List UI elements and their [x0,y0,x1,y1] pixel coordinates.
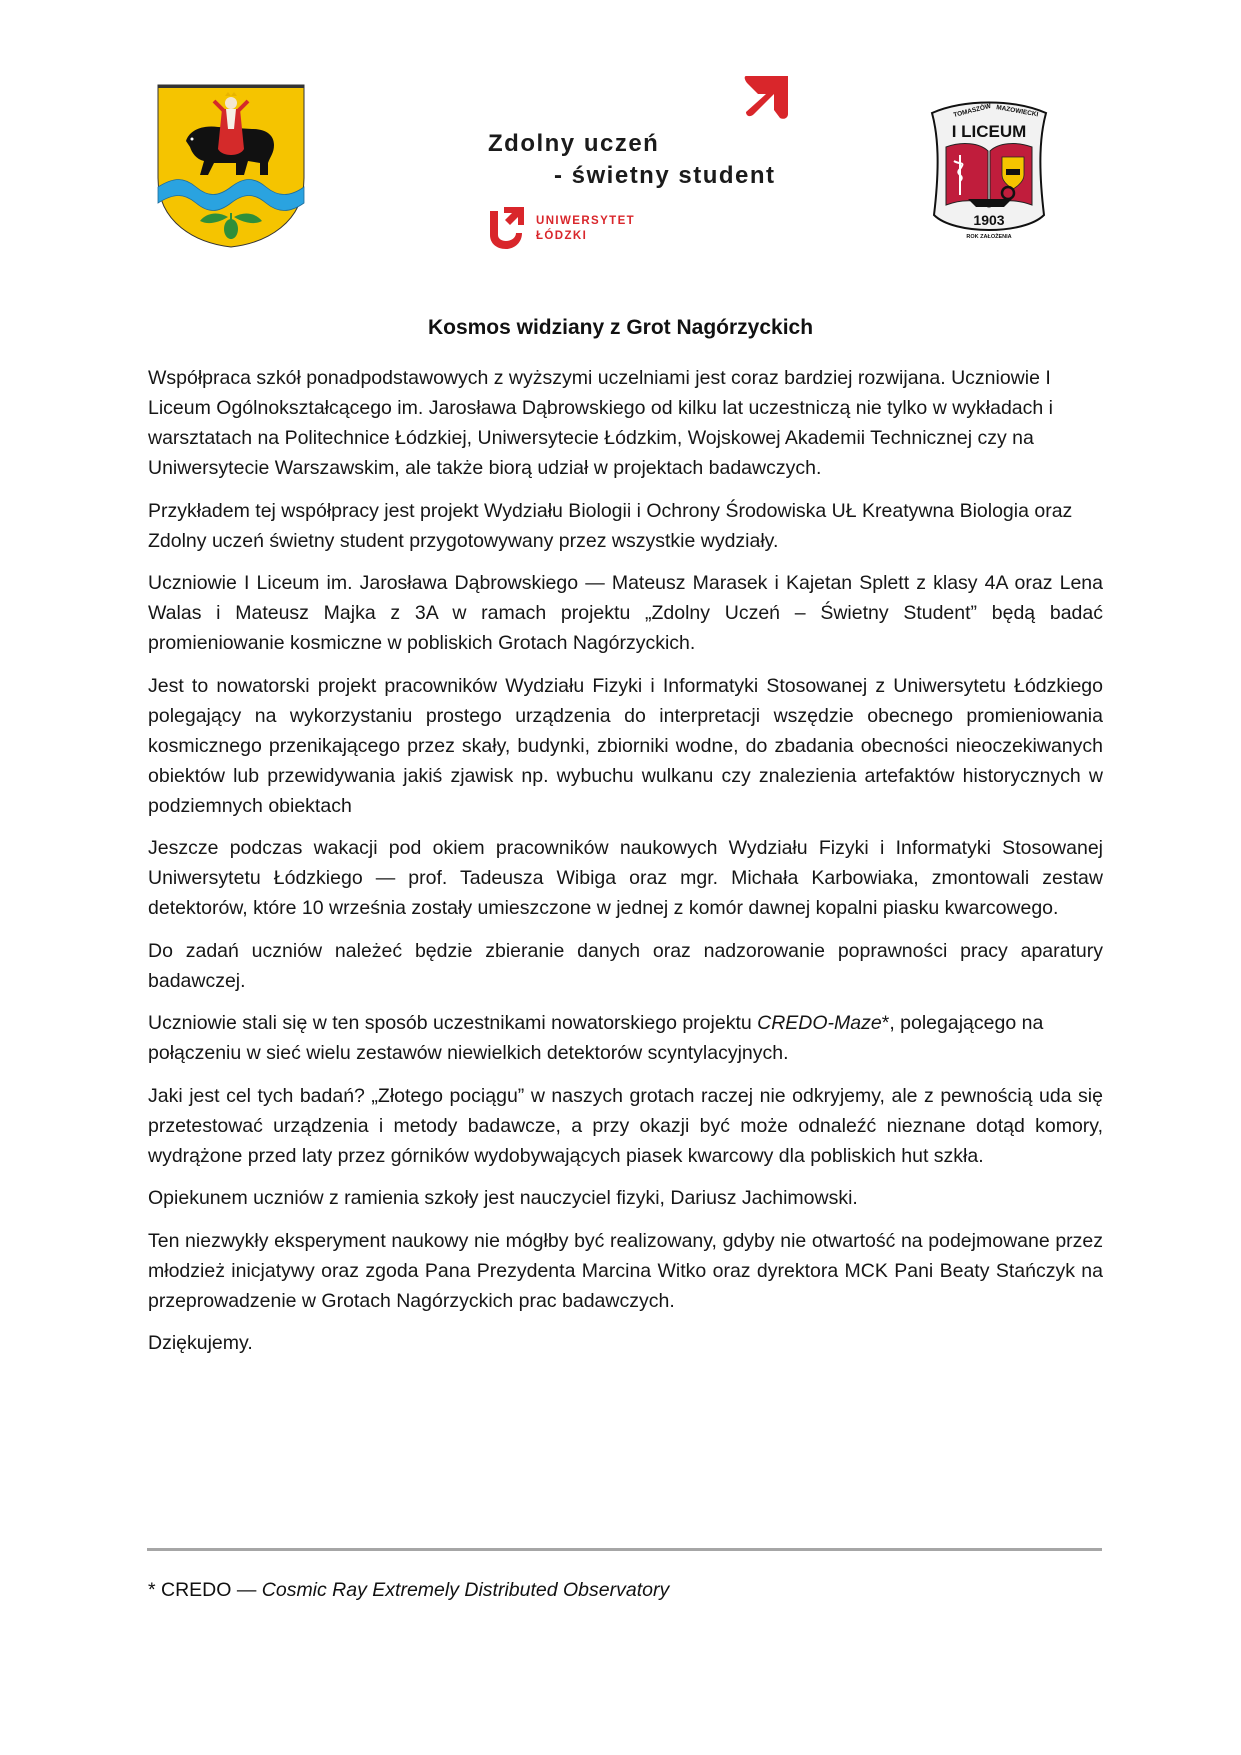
footnote-expansion: Cosmic Ray Extremely Distributed Observatory [261,1579,670,1601]
badge-year: 1903 [973,212,1005,228]
closing-thanks: Dziękujemy. [148,1332,253,1354]
footnote-prefix: * CREDO — [148,1579,262,1601]
badge-arc-left: TOMASZÓW [952,102,992,119]
university-name [536,214,635,244]
university-mark-icon [488,207,526,249]
arrow-icon [744,76,790,120]
badge-arc-right: MAZOWIECKI [995,104,1039,119]
credo-text-before: Uczniowie stali się w ten sposób uczestnikami nowatorskiego projektu [148,1012,758,1034]
program-logo [486,76,806,251]
paragraph-3: Uczniowie I Liceum im. Jarosława Dąbrowskiego — Mateusz Marasek i Kajetan Splett z klasy 4A oraz Lena Walas i Mateusz Majka z 3A w ramach projektu „Zdolny Uczeń – Świetny Student” będą badać promieniowanie kosmiczne w pobliskich Grotach Nagórzyckich. [148,572,1103,654]
paragraph-1: Współpraca szkół ponadpodstawowych z wyższymi uczelniami jest coraz bardziej rozwijana. Uczniowie I Liceum Ogólnokształcącego im. Jarosława Dąbrowskiego od kilku lat uczestniczą nie tylko w wykładach i warsztatach na Politechnice Łódzkiej, Uniwersytecie Łódzkim, Wojskowej Akademii Technicznej czy na Uniwersytecie Warszawskim, ale także biorą udział w projektach badawczych. [148,367,1053,479]
paragraph-9: Opiekunem uczniów z ramienia szkoły jest nauczyciel fizyki, Dariusz Jachimowski. [148,1187,858,1209]
footnote [148,1579,669,1602]
paragraph-8: Jaki jest cel tych badań? „Złotego pociągu” w naszych grotach raczej nie odkryjemy, ale z pewnością uda się przetestować urządzenia i metody badawcze, a przy okazji być może odnaleźć nieznane dotąd komory, wydrążone przed laty przez górników wydobywających piasek kwarcowy dla pobliskich hut szkła. [148,1084,1103,1167]
county-crest-logo [156,83,306,249]
footnote-divider [147,1548,1102,1551]
paragraph-4: Jest to nowatorski projekt pracowników Wydziału Fizyki i Informatyki Stosowanej z Uniwersytetu Łódzkiego polegający na wykorzystaniu prostego urządzenia do interpretacji wszędzie obecnego promieniowania kosmicznego przenikającego przez skały, budynki, zbiorniki wodne, do zbadania obecności nieoczekiwanych obiektów lub przewidywania jakiś zjawisk np. wybuchu wulkanu czy znalezienia artefaktów historycznych w podziemnych obiektach [148,674,1103,817]
document-title: Kosmos widziany z Grot Nagórzyckich [427,316,814,339]
paragraph-5: Jeszcze podczas wakacji pod okiem pracowników naukowych Wydziału Fizyki i Informatyki Stosowanej Uniwersytetu Łódzkiego — prof. Tadeusza Wibiga oraz mgr. Michała Karbowiaka, zmontowali zestaw detektorów, które 10 września zostały umieszczone w jednej z komór dawnej kopalni piasku kwarcowego. [148,837,1103,919]
paragraph-2: Przykładem tej współpracy jest projekt Wydziału Biologii i Ochrony Środowiska UŁ Kreatywna Biologia oraz Zdolny uczeń świetny student przygotowywany przez wszystkie wydziały. [148,499,1073,552]
paragraph-10: Ten niezwykły eksperyment naukowy nie mógłby być realizowany, gdyby nie otwartość na podejmowane przez młodzież inicjatywy oraz zgoda Pana Prezydenta Marcina Witko oraz dyrektora MCK Pani Beaty Stańczyk na przeprowadzenie w Grotach Nagórzyckich prac badawczych. [148,1229,1103,1312]
university-name-line1: UNIWERSYTET [536,215,636,227]
program-name-line1: Zdolny uczeń [488,130,660,157]
credo-project-name: CREDO-Maze [757,1012,882,1034]
document-body [148,363,1103,1371]
paragraph-credo [148,1008,1103,1068]
university-name-line2: ŁÓDZKI [536,230,588,242]
liceum-badge-logo [924,95,1054,245]
program-name-line2: - świetny student [554,162,776,189]
paragraph-6: Do zadań uczniów należeć będzie zbieranie danych oraz nadzorowanie poprawności pracy aparatury badawczej. [148,939,1103,992]
credo-text-after: *, polegającego na połączeniu w sieć wielu zestawów niewielkich detektorów scyntylacyjnych. [148,1012,1044,1064]
badge-name: I LICEUM [951,122,1027,141]
badge-arc-bottom: ROK ZAŁOŻENIA [966,234,1012,240]
